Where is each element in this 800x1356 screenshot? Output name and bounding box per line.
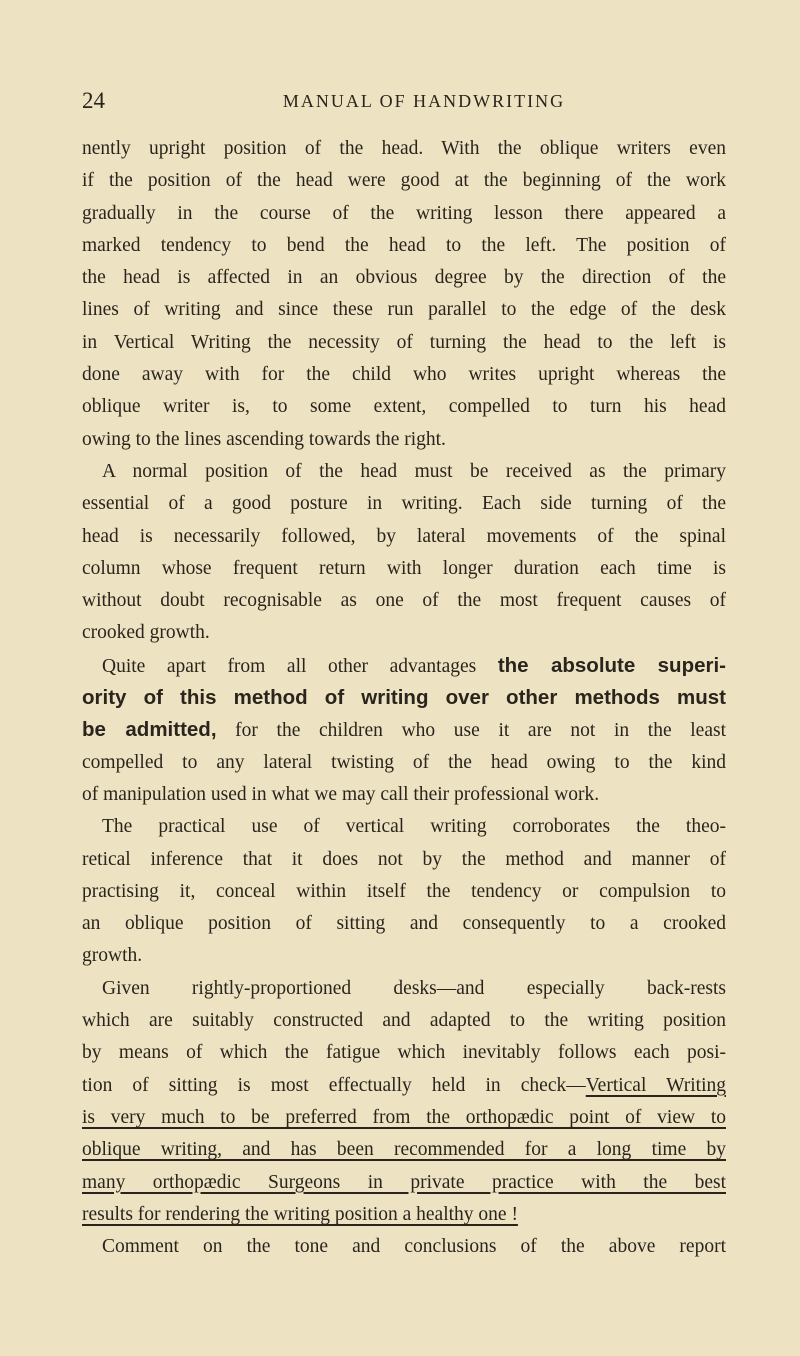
text-line	[82, 682, 726, 714]
text-line: in Vertical Writing the necessity of turning the head to the left is	[82, 331, 726, 353]
text-line: without doubt recognisable as one of the most frequent causes of	[82, 590, 726, 612]
underlined-text-line: oblique writing, and has been recommended for a long time by	[82, 1139, 726, 1161]
text-line: A normal position of the head must be received as the primary	[102, 460, 726, 482]
text-line: done away with for the child who writes upright whereas the	[82, 364, 726, 386]
text-line: gradually in the course of the writing lesson there appeared a	[82, 202, 726, 224]
text-line: marked tendency to bend the head to the left. The position of	[82, 234, 726, 256]
text-line: Given rightly-proportioned desks—and especially back-rests	[102, 977, 726, 999]
text-line: head is necessarily followed, by lateral movements of the spinal	[82, 525, 726, 547]
text-line: retical inference that it does not by the method and manner of	[82, 848, 726, 870]
text-line: lines of writing and since these run parallel to the edge of the desk	[82, 299, 726, 321]
running-head: MANUAL OF HANDWRITING	[282, 91, 566, 111]
bold-text-run: be admitted,	[82, 718, 217, 742]
text-line	[82, 1070, 726, 1102]
text-line: oblique writer is, to some extent, compelled to turn his head	[82, 396, 726, 418]
text-line: column whose frequent return with longer duration each time is	[82, 557, 726, 579]
text-run: Quite apart from all other advantages	[102, 655, 498, 677]
text-line: owing to the lines ascending towards the right.	[82, 428, 446, 450]
bold-text-run: the absolute superi-	[497, 653, 726, 677]
text-line: the head is affected in an obvious degree by the direction of the	[82, 267, 726, 289]
underlined-text-line: is very much to be preferred from the orthopædic point of view to	[82, 1106, 726, 1128]
text-run: tion of sitting is most effectually held in check—	[82, 1074, 586, 1096]
text-line	[82, 650, 726, 682]
text-line: crooked growth.	[82, 622, 210, 644]
underlined-text-run: Vertical Writing	[585, 1074, 726, 1096]
text-line	[82, 714, 726, 746]
text-line: nently upright position of the head. With the oblique writers even	[82, 138, 726, 159]
text-line: if the position of the head were good at the beginning of the work	[82, 170, 726, 192]
body-text	[82, 133, 726, 1263]
text-line: growth.	[82, 945, 143, 967]
underlined-text-line: results for rendering the writing position a healthy one !	[82, 1203, 518, 1225]
text-line: The practical use of vertical writing corroborates the theo-	[102, 816, 726, 838]
text-line: compelled to any lateral twisting of the head owing to the kind	[82, 751, 726, 773]
text-line: practising it, conceal within itself the tendency or compulsion to	[82, 880, 726, 902]
text-line: by means of which the fatigue which inevitably follows each posi-	[82, 1042, 726, 1064]
bold-text-run: ority of this method of writing over other methods must	[82, 686, 726, 710]
text-line: essential of a good posture in writing. Each side turning of the	[82, 493, 726, 515]
text-run: for the children who use it are not in the least	[216, 720, 726, 742]
text-line: an oblique position of sitting and consequently to a crooked	[82, 913, 726, 935]
underlined-text-line: many orthopædic Surgeons in private practice with the best	[82, 1171, 726, 1193]
page-number: 24	[82, 88, 105, 113]
text-line: of manipulation used in what we may call their professional work.	[82, 783, 600, 805]
text-line: which are suitably constructed and adapted to the writing position	[82, 1010, 726, 1032]
page-header	[82, 84, 726, 118]
text-line: Comment on the tone and conclusions of the above report	[102, 1236, 726, 1258]
